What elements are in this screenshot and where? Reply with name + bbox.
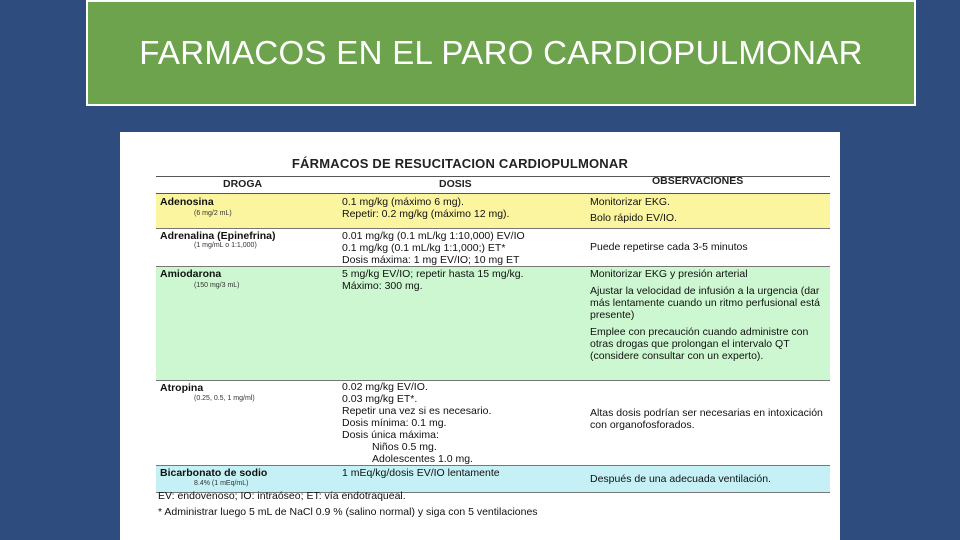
dose-line: Repetir: 0.2 mg/kg (máximo 12 mg). bbox=[342, 208, 510, 220]
footnote-asterisk: * Administrar luego 5 mL de NaCl 0.9 % (salino normal) y siga con 5 ventilaciones bbox=[158, 506, 538, 518]
observation-cell bbox=[590, 194, 826, 226]
drug-table bbox=[156, 176, 830, 493]
table-row bbox=[156, 267, 830, 381]
observation-cell bbox=[590, 241, 826, 253]
observation-line: Monitorizar EKG y presión arterial bbox=[590, 268, 748, 280]
observation-cell bbox=[590, 407, 826, 431]
drug-name: Atropina bbox=[160, 382, 204, 394]
dose-line: 0.02 mg/kg EV/IO. bbox=[342, 381, 428, 393]
drug-name: Adenosina bbox=[160, 196, 214, 208]
dose-line: Máximo: 300 mg. bbox=[342, 280, 423, 292]
observation-cell bbox=[590, 473, 826, 485]
table-row bbox=[156, 194, 830, 229]
drug-name: Adrenalina (Epinefrina) bbox=[160, 230, 276, 242]
dose-line: 0.01 mg/kg (0.1 mL/kg 1:10,000) EV/IO bbox=[342, 230, 525, 242]
dose-line: 0.1 mg/kg (0.1 mL/kg 1:1,000;) ET* bbox=[342, 242, 506, 254]
dose-line: 0.03 mg/kg ET*. bbox=[342, 393, 418, 405]
drug-concentration: 8.4% (1 mEq/mL) bbox=[194, 480, 249, 487]
header-observaciones: OBSERVACIONES bbox=[652, 175, 744, 187]
dose-line: Repetir una vez si es necesario. bbox=[342, 405, 492, 417]
dose-cell bbox=[342, 196, 509, 220]
drug-name: Amiodarona bbox=[160, 268, 222, 280]
observation-line: Monitorizar EKG. bbox=[590, 196, 670, 208]
table-row bbox=[156, 381, 830, 466]
dose-line: 0.1 mg/kg (máximo 6 mg). bbox=[342, 196, 464, 208]
dose-line: Dosis única máxima: bbox=[342, 429, 439, 441]
observation-line: Ajustar la velocidad de infusión a la urgencia (dar más lentamente cuando un ritmo perfusional está presente) bbox=[590, 285, 820, 321]
observation-line: Bolo rápido EV/IO. bbox=[590, 212, 677, 224]
observation-line: Altas dosis podrían ser necesarias en intoxicación con organofosforados. bbox=[590, 407, 823, 431]
dose-cell bbox=[342, 268, 524, 292]
table-title: FÁRMACOS DE RESUCITACION CARDIOPULMONAR bbox=[291, 156, 629, 171]
observation-line: Después de una adecuada ventilación. bbox=[590, 473, 771, 485]
dose-line: Dosis mínima: 0.1 mg. bbox=[342, 417, 447, 429]
header-droga: DROGA bbox=[223, 178, 263, 190]
dose-line: Dosis máxima: 1 mg EV/IO; 10 mg ET bbox=[342, 254, 520, 266]
table-row bbox=[156, 229, 830, 267]
slide-title: FARMACOS EN EL PARO CARDIOPULMONAR bbox=[139, 34, 863, 71]
table-image bbox=[120, 132, 840, 540]
dose-cell bbox=[342, 467, 500, 479]
table-header bbox=[156, 177, 830, 194]
drug-concentration: (6 mg/2 mL) bbox=[194, 210, 232, 217]
dose-cell bbox=[342, 381, 491, 465]
dose-line: Adolescentes 1.0 mg. bbox=[372, 453, 473, 465]
dose-line: 1 mEq/kg/dosis EV/IO lentamente bbox=[342, 467, 500, 479]
dose-line: 5 mg/kg EV/IO; repetir hasta 15 mg/kg. bbox=[342, 268, 524, 280]
drug-concentration: (0.25, 0.5, 1 mg/ml) bbox=[194, 395, 255, 402]
dose-line: Niños 0.5 mg. bbox=[372, 441, 437, 453]
drug-concentration: (150 mg/3 mL) bbox=[194, 282, 240, 289]
title-box bbox=[86, 0, 916, 106]
drug-name: Bicarbonato de sodio bbox=[160, 467, 268, 479]
footnote-abbreviations: EV: endovenoso; IO: intraóseo; ET: vía endotraqueal. bbox=[158, 490, 406, 502]
drug-concentration: (1 mg/mL o 1:1,000) bbox=[194, 242, 257, 249]
dose-cell bbox=[342, 230, 525, 266]
observation-line: Emplee con precaución cuando administre con otras drogas que prolongan el intervalo QT (considere consultar con un experto). bbox=[590, 326, 809, 362]
observation-line: Puede repetirse cada 3-5 minutos bbox=[590, 241, 748, 253]
table-row bbox=[156, 466, 830, 493]
observation-cell bbox=[590, 268, 826, 362]
header-dosis: DOSIS bbox=[439, 178, 472, 190]
